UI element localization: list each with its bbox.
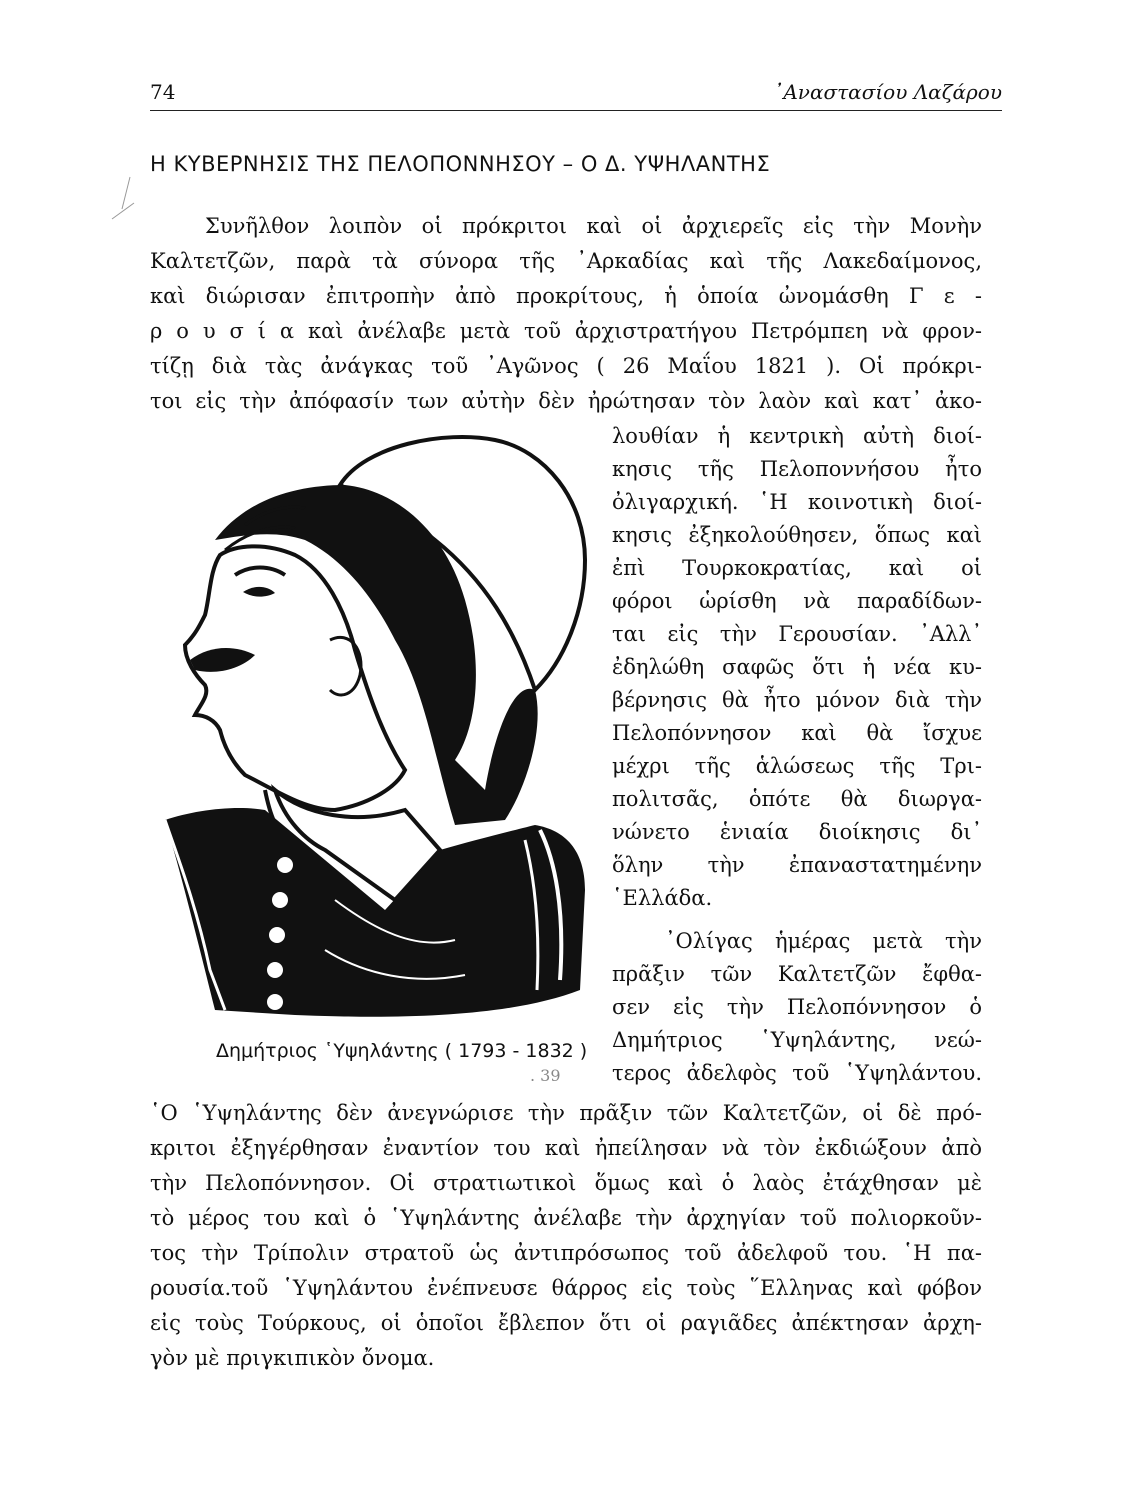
text-line: πολιτσᾶς, ὁπότε θὰ διωργα- (612, 787, 982, 811)
text-line: Πελοπόννησον καὶ θὰ ἴσχυε (612, 721, 982, 745)
coat-button (272, 892, 288, 908)
running-title: ᾿Αναστασίου Λαζάρου (773, 80, 1002, 104)
coat-button (277, 857, 293, 873)
page-number: 74 (150, 80, 176, 104)
text-line: ῾Ελλάδα. (612, 886, 713, 910)
text-line: ρ ο υ σ ί α καὶ ἀνέλαβε μετὰ τοῦ ἀρχιστρατήγου Πετρόμπεη νὰ φρον- (150, 319, 982, 343)
handwritten-mark: . 39 (530, 1066, 561, 1085)
text-line: ῾Ο ῾Υψηλάντης δὲν ἀνεγνώρισε τὴν πρᾶξιν τῶν Καλτετζῶν, οἱ δὲ πρό- (150, 1101, 982, 1125)
text-line: τὸ μέρος του καὶ ὁ ῾Υψηλάντης ἀνέλαβε τὴν ἀρχηγίαν τοῦ πολιορκοῦν- (150, 1206, 982, 1230)
text-line: κριτοι ἐξηγέρθησαν ἐναντίον του καὶ ἠπείλησαν νὰ τὸν ἐκδιώξουν ἀπὸ (150, 1136, 982, 1160)
text-line: τίζῃ διὰ τὰς ἀνάγκας τοῦ ᾿Αγῶνος ( 26 Μαΐου 1821 ). Οἱ πρόκρι- (150, 354, 982, 378)
text-line: ᾿Ολίγας ἡμέρας μετὰ τὴν (665, 929, 982, 953)
text-line: φόροι ὡρίσθη νὰ παραδίδων- (612, 589, 982, 613)
text-line: ὀλιγαρχική. ῾Η κοινοτικὴ διοί- (612, 490, 982, 514)
chapter-title: Η ΚΥΒΕΡΝΗΣΙΣ ΤΗΣ ΠΕΛΟΠΟΝΝΗΣΟΥ – Ο Δ. ΥΨΗΛΑΝΤΗΣ (150, 152, 771, 176)
text-line: γὸν μὲ πριγκιπικὸν ὄνομα. (150, 1346, 435, 1370)
text-line: τερος ἀδελφὸς τοῦ ῾Υψηλάντου. (612, 1061, 982, 1085)
text-line: σεν εἰς τὴν Πελοπόννησον ὁ (612, 995, 982, 1019)
figure-caption: Δημήτριος ῾Υψηλάντης ( 1793 - 1832 ) (216, 1040, 588, 1062)
text-line: ρουσία.τοῦ ῾Υψηλάντου ἐνέπνευσε θάρρος εἰς τοὺς ῞Ελληνας καὶ φόβον (150, 1276, 982, 1300)
running-head (150, 78, 1002, 111)
text-line: τος τὴν Τρίπολιν στρατοῦ ὡς ἀντιπρόσωπος τοῦ ἀδελφοῦ του. ῾Η πα- (150, 1241, 982, 1265)
text-line: νώνετο ἑνιαία διοίκησις δι᾿ (612, 820, 982, 844)
margin-pencil-mark (108, 175, 138, 235)
text-line: Καλτετζῶν, παρὰ τὰ σύνορα τῆς ᾿Αρκαδίας καὶ τῆς Λακεδαίμονος, (150, 249, 982, 273)
text-line: κησις ἐξηκολούθησεν, ὅπως καὶ (612, 523, 982, 547)
text-line: βέρνησις θὰ ἦτο μόνον διὰ τὴν (612, 688, 982, 712)
text-line: τὴν Πελοπόννησον. Οἱ στρατιωτικοὶ ὅμως καὶ ὁ λαὸς ἐτάχθησαν μὲ (150, 1171, 982, 1195)
text-line: καὶ διώρισαν ἐπιτροπὴν ἀπὸ προκρίτους, ἡ ὁποία ὠνομάσθη Γ ε - (150, 284, 982, 308)
coat-button (267, 994, 283, 1010)
text-line: ἐδηλώθη σαφῶς ὅτι ἡ νέα κυ- (612, 655, 982, 679)
text-line: εἰς τοὺς Τούρκους, οἱ ὁποῖοι ἔβλεπον ὅτι οἱ ραγιᾶδες ἀπέκτησαν ἀρχη- (150, 1311, 982, 1335)
text-line: ὅλην τὴν ἐπαναστατημένην (612, 853, 982, 877)
coat-button (269, 927, 285, 943)
text-line: ἐπὶ Τουρκοκρατίας, καὶ οἱ (612, 556, 982, 580)
text-line: τοι εἰς τὴν ἀπόφασίν των αὐτὴν δὲν ἠρώτησαν τὸν λαὸν καὶ κατ᾿ ἀκο- (150, 389, 982, 413)
coat-button (267, 962, 283, 978)
text-line: πρᾶξιν τῶν Καλτετζῶν ἔφθα- (612, 962, 982, 986)
text-line: Συνῆλθον λοιπὸν οἱ πρόκριτοι καὶ οἱ ἀρχιερεῖς εἰς τὴν Μονὴν (205, 214, 982, 238)
text-line: κησις τῆς Πελοποννήσου ἦτο (612, 457, 982, 481)
text-line: Δημήτριος ῾Υψηλάντης, νεώ- (612, 1028, 982, 1052)
text-line: λουθίαν ἡ κεντρικὴ αὐτὴ διοί- (612, 424, 982, 448)
text-line: μέχρι τῆς ἁλώσεως τῆς Τρι- (612, 754, 982, 778)
portrait-illustration (155, 430, 610, 1020)
text-line: ται εἰς τὴν Γερουσίαν. ᾿Αλλ᾿ (612, 622, 982, 646)
